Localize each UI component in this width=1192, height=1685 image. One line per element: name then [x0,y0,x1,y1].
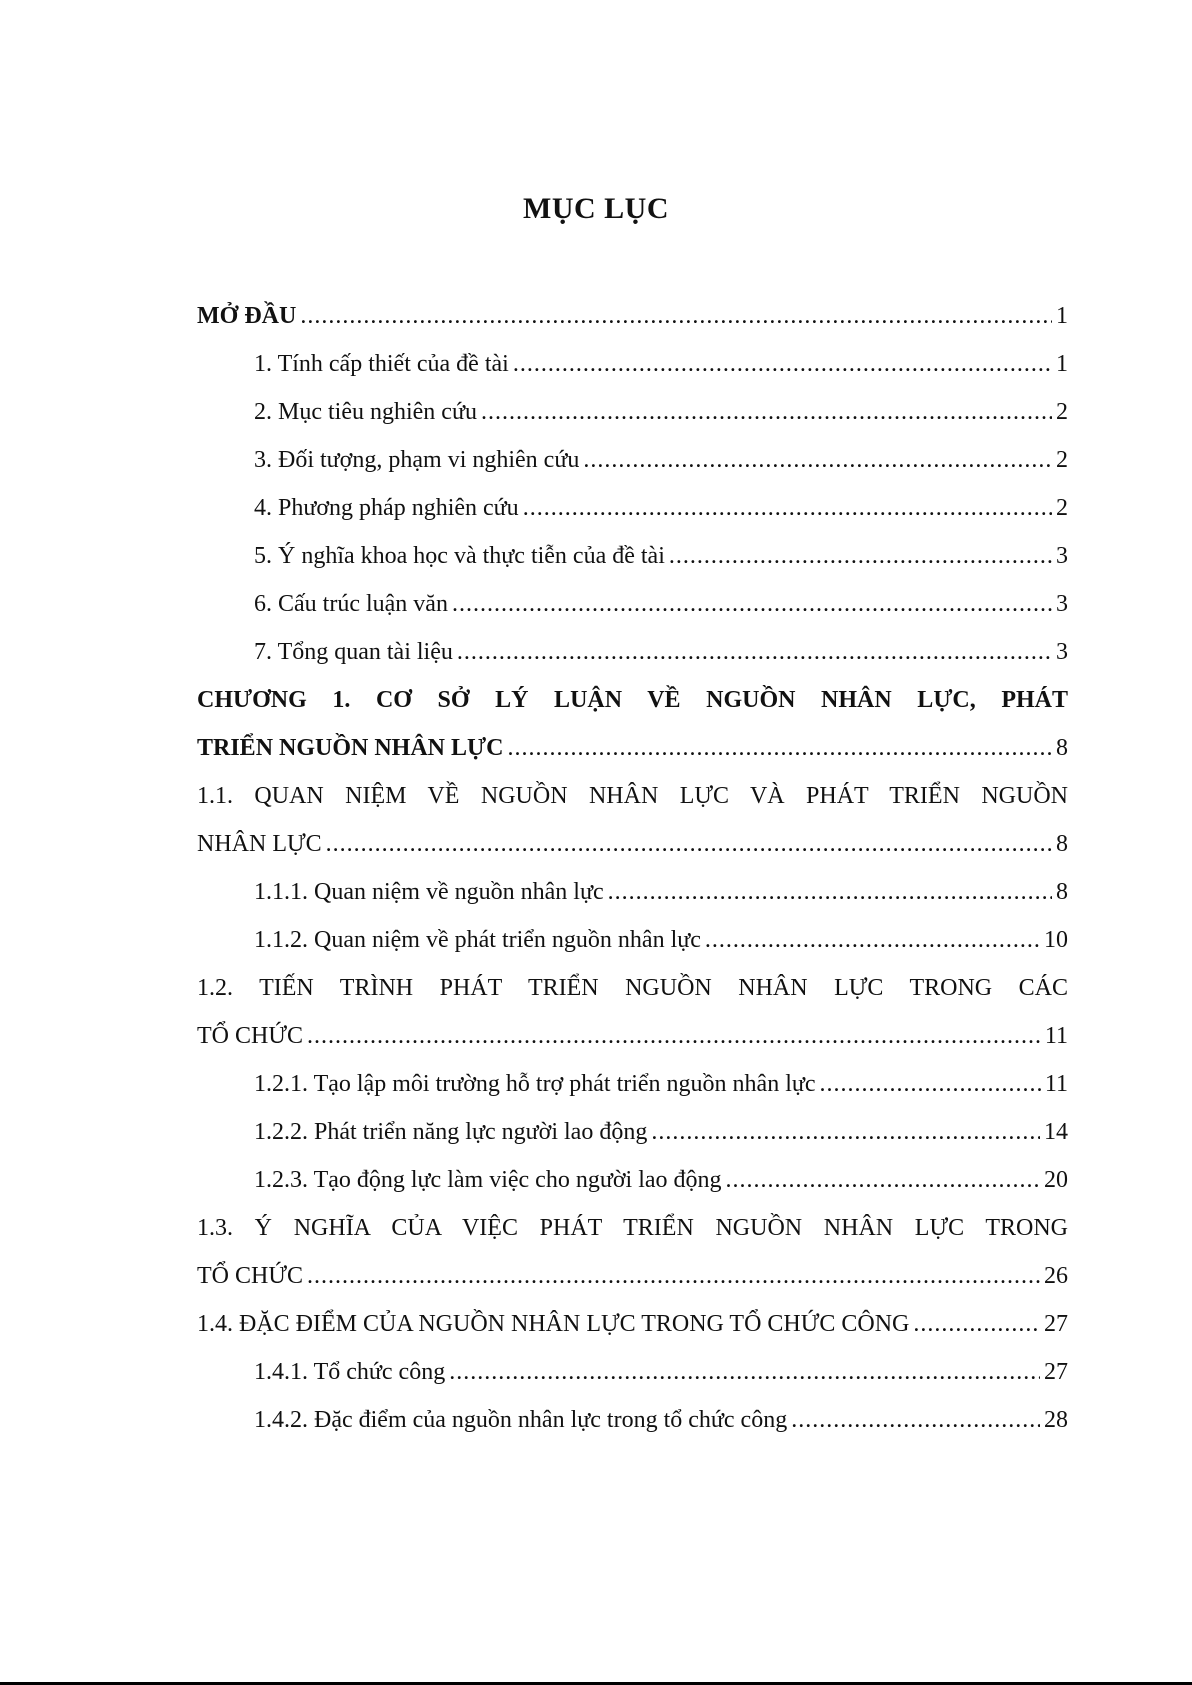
toc-entry-title: 2. Mục tiêu nghiên cứu [254,399,477,425]
toc-entry-1-1-1[interactable] [197,868,1068,916]
toc-section-1-2-line-2[interactable] [197,1012,1068,1060]
toc-page-number: 26 [1044,1263,1068,1289]
dot-leader [608,868,1052,916]
toc-entry-title: 1.4.2. Đặc điểm của nguồn nhân lực trong tổ chức công [254,1407,788,1433]
toc-entry-title: 7. Tổng quan tài liệu [254,639,453,665]
toc-entry-title: TỔ CHỨC [197,1263,303,1289]
toc-page-number: 8 [1056,879,1068,905]
toc-entry-1-4-2[interactable] [197,1396,1068,1444]
dot-leader [307,1012,1041,1060]
dot-leader [481,388,1052,436]
toc-section-1-2-line-1[interactable] [197,964,1068,1012]
toc-entry-title: 5. Ý nghĩa khoa học và thực tiễn của đề tài [254,543,665,569]
toc-entry-1-1-2[interactable] [197,916,1068,964]
toc-page-number: 2 [1056,495,1068,521]
toc-chapter-1-line-2[interactable] [197,724,1068,772]
dot-leader [726,1156,1040,1204]
toc-entry-title: MỞ ĐẦU [197,303,297,329]
toc-entry-title: 4. Phương pháp nghiên cứu [254,495,519,521]
toc-entry-intro-4[interactable] [197,484,1068,532]
dot-leader [513,340,1052,388]
toc-page-number: 14 [1044,1119,1068,1145]
toc-entry-title: 1.3. Ý NGHĨA CỦA VIỆC PHÁT TRIỂN NGUỒN NHÂN LỰC TRONG [197,1215,1068,1241]
toc-page-number: 3 [1056,591,1068,617]
toc-entry-title: CHƯƠNG 1. CƠ SỞ LÝ LUẬN VỀ NGUỒN NHÂN LỰC, PHÁT [197,687,1068,713]
dot-leader [300,292,1052,340]
toc-entry-title: 1.4. ĐẶC ĐIỂM CỦA NGUỒN NHÂN LỰC TRONG TỔ CHỨC CÔNG [197,1311,910,1337]
toc-entry-title: 1.2.1. Tạo lập môi trường hỗ trợ phát triển nguồn nhân lực [254,1071,816,1097]
toc-entry-1-2-2[interactable] [197,1108,1068,1156]
toc-chapter-1-line-1[interactable] [197,676,1068,724]
toc-entry-mo-dau[interactable] [197,292,1068,340]
toc-entry-intro-2[interactable] [197,388,1068,436]
dot-leader [457,628,1052,676]
dot-leader [651,1108,1040,1156]
table-of-contents [197,292,1068,1444]
toc-entry-intro-7[interactable] [197,628,1068,676]
dot-leader [913,1300,1040,1348]
toc-section-1-1-line-2[interactable] [197,820,1068,868]
dot-leader [452,580,1052,628]
toc-entry-title: 1.1. QUAN NIỆM VỀ NGUỒN NHÂN LỰC VÀ PHÁT TRIỂN NGUỒN [197,783,1068,809]
toc-entry-title: 1.1.1. Quan niệm về nguồn nhân lực [254,879,604,905]
toc-entry-title: 1.4.1. Tổ chức công [254,1359,446,1385]
toc-entry-title: 3. Đối tượng, phạm vi nghiên cứu [254,447,580,473]
toc-entry-title: NHÂN LỰC [197,831,322,857]
toc-page-number: 28 [1044,1407,1068,1433]
toc-section-1-3-line-1[interactable] [197,1204,1068,1252]
toc-section-1-1-line-1[interactable] [197,772,1068,820]
dot-leader [669,532,1052,580]
toc-entry-title: 1.2.2. Phát triển năng lực người lao động [254,1119,648,1145]
toc-entry-title: TỔ CHỨC [197,1023,303,1049]
dot-leader [307,1252,1040,1300]
toc-page-number: 8 [1056,735,1068,761]
toc-entry-1-2-3[interactable] [197,1156,1068,1204]
toc-page-number: 3 [1056,639,1068,665]
toc-entry-title: 1.2.3. Tạo động lực làm việc cho người lao động [254,1167,722,1193]
toc-entry-intro-6[interactable] [197,580,1068,628]
toc-entry-title: 6. Cấu trúc luận văn [254,591,448,617]
toc-entry-intro-3[interactable] [197,436,1068,484]
toc-entry-1-2-1[interactable] [197,1060,1068,1108]
toc-page-number: 2 [1056,399,1068,425]
page-title: MỤC LỤC [523,192,669,225]
toc-entry-intro-1[interactable] [197,340,1068,388]
toc-page-number: 11 [1044,1071,1068,1097]
dot-leader [523,484,1052,532]
toc-page-number: 8 [1056,831,1068,857]
toc-entry-intro-5[interactable] [197,532,1068,580]
toc-page-number: 3 [1056,543,1068,569]
toc-page-number: 1 [1056,303,1068,329]
toc-page-number: 27 [1044,1359,1068,1385]
toc-page-number: 27 [1044,1311,1068,1337]
toc-entry-1-4-1[interactable] [197,1348,1068,1396]
dot-leader [705,916,1040,964]
dot-leader [791,1396,1040,1444]
toc-entry-title: 1.2. TIẾN TRÌNH PHÁT TRIỂN NGUỒN NHÂN LỰC TRONG CÁC [197,975,1068,1001]
toc-section-1-4[interactable] [197,1300,1068,1348]
dot-leader [449,1348,1040,1396]
toc-entry-title: 1.1.2. Quan niệm về phát triển nguồn nhân lực [254,927,701,953]
dot-leader [820,1060,1041,1108]
toc-page-number: 1 [1056,351,1068,377]
toc-section-1-3-line-2[interactable] [197,1252,1068,1300]
toc-page-number: 2 [1056,447,1068,473]
dot-leader [507,724,1052,772]
toc-entry-title: TRIỂN NGUỒN NHÂN LỰC [197,735,504,761]
toc-page-number: 11 [1044,1023,1068,1049]
toc-page-number: 10 [1044,927,1068,953]
dot-leader [583,436,1052,484]
dot-leader [326,820,1052,868]
toc-page-number: 20 [1044,1167,1068,1193]
toc-entry-title: 1. Tính cấp thiết của đề tài [254,351,509,377]
